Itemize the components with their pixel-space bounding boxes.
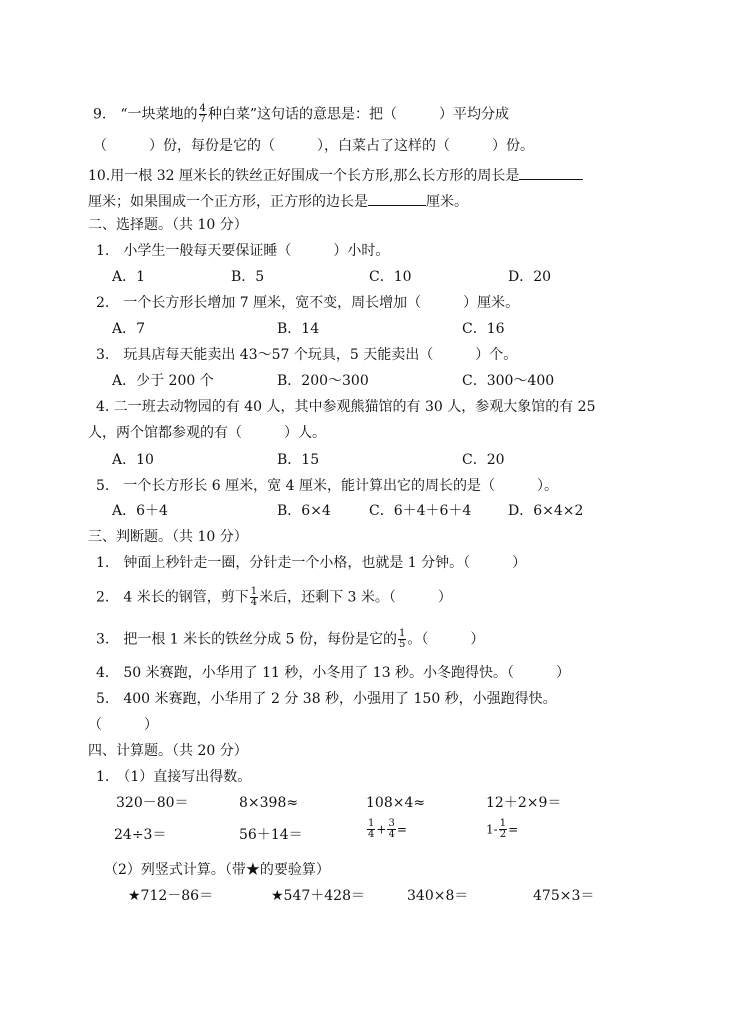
question-9-line-1 bbox=[93, 104, 509, 125]
judge-q1: 1. 钟面上秒针走一圈，分针走一个小格，也就是 1 分钟。（ ） bbox=[96, 555, 527, 571]
choice-q1-option-c[interactable]: C．10 bbox=[369, 269, 412, 285]
equals-sign: = bbox=[508, 822, 519, 837]
calc-row3-item-4: 475×3＝ bbox=[533, 888, 595, 904]
section-2-title: 二、选择题。（共 10 分） bbox=[88, 217, 248, 233]
calc-row3-item-3: 340×8＝ bbox=[407, 888, 469, 904]
judge-q3-text-a: 3. 把一根 1 米长的铁丝分成 5 份，每份是它的 bbox=[96, 631, 397, 648]
question-10-line-1 bbox=[88, 165, 583, 185]
answer-blank-perimeter[interactable] bbox=[519, 165, 583, 180]
choice-q4-line-1: 4. 二一班去动物园的有 40 人，其中参观熊猫馆的有 30 人，参观大象馆的有 25 bbox=[96, 399, 596, 415]
judge-q2-text-b: 米后，还剩下 3 米。（ ） bbox=[259, 589, 452, 606]
calc-q2-title: （2）列竖式计算。（带★的要验算） bbox=[104, 862, 330, 878]
choice-q5-option-c[interactable]: C．6＋4＋6＋4 bbox=[369, 503, 472, 519]
fraction-denominator: 7 bbox=[199, 114, 206, 125]
question-10-text-c: 厘米。 bbox=[426, 194, 468, 210]
choice-q3-option-a[interactable]: A．少于 200 个 bbox=[112, 373, 214, 389]
question-10-text-a: 10.用一根 32 厘米长的铁丝正好围成一个长方形,那么长方形的周长是 bbox=[88, 168, 520, 184]
question-9-text-a: 9. “一块菜地的 bbox=[93, 106, 198, 123]
judge-q3 bbox=[96, 629, 484, 650]
choice-q4-option-a[interactable]: A．10 bbox=[112, 452, 154, 468]
calc-row3-item-2: ★547＋428＝ bbox=[271, 888, 365, 904]
judge-q2 bbox=[96, 587, 452, 608]
calc-row2-item-4 bbox=[486, 819, 518, 840]
judge-q5-line-1: 5. 400 米赛跑，小华用了 2 分 38 秒，小强用了 150 秒，小强跑得快。 bbox=[96, 691, 557, 707]
calc-q1-title: 1. （1）直接写出得数。 bbox=[96, 769, 252, 785]
section-4-title: 四、计算题。（共 20 分） bbox=[88, 743, 248, 759]
choice-q3: 3. 玩具店每天能卖出 43～57 个玩具，5 天能卖出（ ）个。 bbox=[96, 347, 518, 363]
fraction-numerator: 1 bbox=[398, 628, 406, 639]
answer-blank-side[interactable] bbox=[368, 191, 426, 206]
fraction-numerator: 1 bbox=[250, 586, 258, 597]
equals-sign: = bbox=[396, 822, 407, 837]
judge-q3-text-b: 。（ ） bbox=[407, 631, 485, 648]
choice-q3-option-b[interactable]: B．200～300 bbox=[277, 373, 369, 389]
fraction-1-5 bbox=[398, 629, 406, 650]
choice-q5-option-d[interactable]: D．6×4×2 bbox=[508, 503, 584, 519]
question-9-text-b: 种白菜”这句话的意思是：把（ ）平均分成 bbox=[207, 106, 510, 123]
whole-minus: 1- bbox=[486, 822, 498, 837]
judge-q4: 4. 50 米赛跑，小华用了 11 秒，小冬用了 13 秒。小冬跑得快。（ ） bbox=[96, 665, 571, 681]
choice-q5-option-a[interactable]: A．6＋4 bbox=[112, 503, 168, 519]
choice-q2-option-a[interactable]: A．7 bbox=[112, 321, 146, 337]
question-10-line-2 bbox=[88, 191, 468, 211]
choice-q1: 1. 小学生一般每天要保证睡（ ）小时。 bbox=[96, 243, 390, 259]
choice-q1-option-b[interactable]: B．5 bbox=[231, 269, 265, 285]
calc-row2-item-2: 56＋14＝ bbox=[239, 827, 303, 843]
fraction-1-2 bbox=[499, 819, 507, 840]
fraction-4-7 bbox=[199, 104, 207, 125]
fraction-numerator: 4 bbox=[199, 103, 206, 114]
calc-row2-item-1: 24÷3＝ bbox=[114, 827, 167, 843]
fraction-numerator: 3 bbox=[388, 818, 395, 829]
fraction-1-4 bbox=[250, 587, 258, 608]
section-3-title: 三、判断题。（共 10 分） bbox=[88, 529, 248, 545]
choice-q4-option-c[interactable]: C．20 bbox=[462, 452, 505, 468]
calc-row1-item-1: 320－80＝ bbox=[116, 795, 189, 811]
fraction-denominator: 5 bbox=[398, 639, 406, 650]
fraction-numerator: 1 bbox=[368, 818, 375, 829]
choice-q2-option-b[interactable]: B．14 bbox=[277, 321, 320, 337]
question-9-line-2: （ ）份，每份是它的（ ），白菜占了这样的（ ）份。 bbox=[93, 138, 534, 154]
fraction-denominator: 2 bbox=[499, 829, 507, 840]
judge-q5-line-2: （ ） bbox=[88, 717, 158, 733]
choice-q1-option-a[interactable]: A．1 bbox=[112, 269, 146, 285]
choice-q4-line-2: 人，两个馆都参观的有（ ）人。 bbox=[88, 425, 326, 441]
fraction-3-4 bbox=[387, 819, 395, 840]
choice-q4-option-b[interactable]: B．15 bbox=[277, 452, 320, 468]
fraction-denominator: 4 bbox=[388, 829, 395, 840]
question-10-text-b: 厘米；如果围成一个正方形，正方形的边长是 bbox=[88, 194, 368, 210]
choice-q2: 2. 一个长方形长增加 7 厘米，宽不变，周长增加（ ）厘米。 bbox=[96, 295, 520, 311]
judge-q2-text-a: 2. 4 米长的钢管，剪下 bbox=[96, 589, 249, 606]
choice-q5: 5. 一个长方形长 6 厘米，宽 4 厘米，能计算出它的周长的是（ ）。 bbox=[96, 478, 558, 494]
fraction-numerator: 1 bbox=[499, 818, 507, 829]
calc-row3-item-1: ★712－86＝ bbox=[128, 888, 214, 904]
calc-row1-item-2: 8×398≈ bbox=[239, 795, 299, 811]
calc-row1-item-3: 108×4≈ bbox=[366, 795, 426, 811]
choice-q3-option-c[interactable]: C．300～400 bbox=[462, 373, 555, 389]
choice-q1-option-d[interactable]: D．20 bbox=[508, 269, 552, 285]
plus-sign: + bbox=[376, 822, 387, 837]
fraction-1-4 bbox=[367, 819, 375, 840]
calc-row2-item-3 bbox=[366, 819, 407, 840]
calc-row1-item-4: 12＋2×9＝ bbox=[486, 795, 562, 811]
fraction-denominator: 4 bbox=[250, 597, 258, 608]
choice-q5-option-b[interactable]: B．6×4 bbox=[277, 503, 331, 519]
fraction-denominator: 4 bbox=[368, 829, 375, 840]
choice-q2-option-c[interactable]: C．16 bbox=[462, 321, 505, 337]
